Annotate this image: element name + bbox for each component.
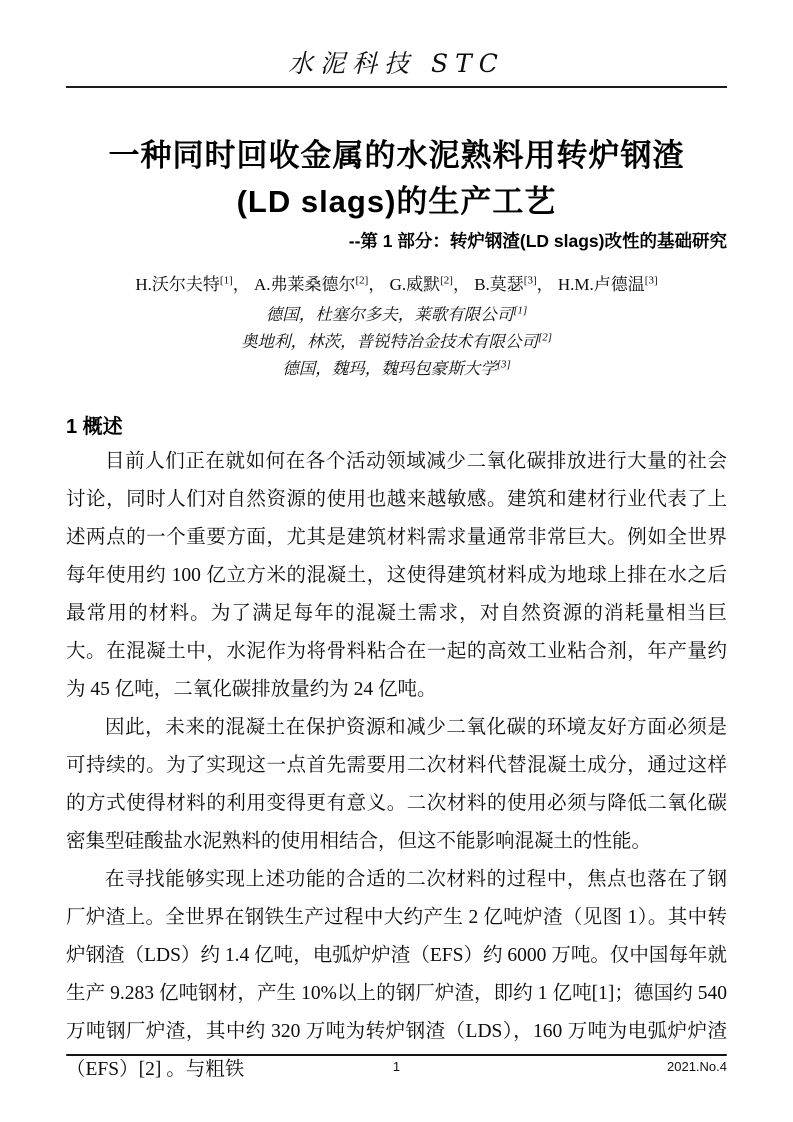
affiliation-ref-superscript: [3] <box>496 358 511 371</box>
affiliation-line: 德国，魏玛，魏玛包豪斯大学[3] <box>282 358 511 378</box>
author-ref-superscript: [3] <box>644 274 658 287</box>
author-name: H.沃尔夫特[1]， <box>135 274 250 294</box>
author-name: G.威默[2]， <box>389 274 470 294</box>
author-ref-superscript: [3] <box>523 274 537 287</box>
author-name: H.M.卢德温[3] <box>557 274 658 294</box>
author-ref-superscript: [1] <box>219 274 233 287</box>
affiliation-ref-superscript: [1] <box>513 304 528 317</box>
document-subtitle: --第 1 部分：转炉钢渣(LD slags)改性的基础研究 <box>348 231 727 251</box>
footer-issue-label: 2021.No.4 <box>667 1059 727 1074</box>
paragraph-3: 在寻找能够实现上述功能的合适的二次材料的过程中，焦点也落在了钢厂炉渣上。全世界在钢铁生产过程中大约产生 2 亿吨炉渣（见图 1）。其中转炉钢渣（LDS）约 1.4 亿吨，电弧炉炉渣（EFS）约 6000 万吨。仅中国每年就生产 9.283 亿吨钢材，产生 10%以上的钢厂炉渣，即约 1 亿吨[1]；德国约 540 万吨钢厂炉渣，其中约 320 万吨为转炉钢渣（LDS），160 万吨为电弧炉炉渣（EFS）[2] 。与粗铁 <box>66 869 727 1080</box>
affiliations-block <box>0 301 793 382</box>
section-heading: 1 概述 <box>66 416 123 438</box>
document-title-line1: 一种同时回收金属的水泥熟料用转炉钢渣 <box>108 138 685 173</box>
author-ref-superscript: [2] <box>440 274 453 287</box>
affiliation-ref-superscript: [2] <box>537 331 553 344</box>
authors-line <box>0 270 793 295</box>
affiliation-line: 奥地利，林茨，普锐特冶金技术有限公司[2] <box>240 331 553 351</box>
body-text <box>66 443 727 1089</box>
footer-rule <box>66 1054 727 1056</box>
journal-header: 水泥科技 STC <box>288 49 505 78</box>
footer-page-number: 1 <box>392 1059 401 1074</box>
paragraph-2: 因此，未来的混凝土在保护资源和减少二氧化碳的环境友好方面必须是可持续的。为了实现这一点首先需要用二次材料代替混凝土成分，通过这样的方式使得材料的利用变得更有意义。二次材料的使用必须与降低二氧化碳密集型硅酸盐水泥熟料的使用相结合，但这不能影响混凝土的性能。 <box>66 717 727 852</box>
author-ref-superscript: [2] <box>355 274 369 287</box>
author-name: A.弗莱桑德尔[2]， <box>253 274 386 294</box>
author-name: B.莫瑟[3]， <box>474 274 554 294</box>
affiliation-line: 德国，杜塞尔多夫，莱歌有限公司[1] <box>265 304 528 324</box>
paragraph-1: 目前人们正在就如何在各个活动领域减少二氧化碳排放进行大量的社会讨论，同时人们对自然资源的使用也越来越敏感。建筑和建材行业代表了上述两点的一个重要方面，尤其是建筑材料需求量通常非常巨大。例如全世界每年使用约 100 亿立方米的混凝土，这使得建筑材料成为地球上排在水之后最常用的材料。为了满足每年的混凝土需求，对自然资源的消耗量相当巨大。在混凝土中，水泥作为将骨料粘合在一起的高效工业粘合剂，年产量约为 45 亿吨，二氧化碳排放量约为 24 亿吨。 <box>66 451 727 700</box>
header-rule <box>66 86 727 88</box>
document-title-line2: (LD slags)的生产工艺 <box>236 184 557 219</box>
